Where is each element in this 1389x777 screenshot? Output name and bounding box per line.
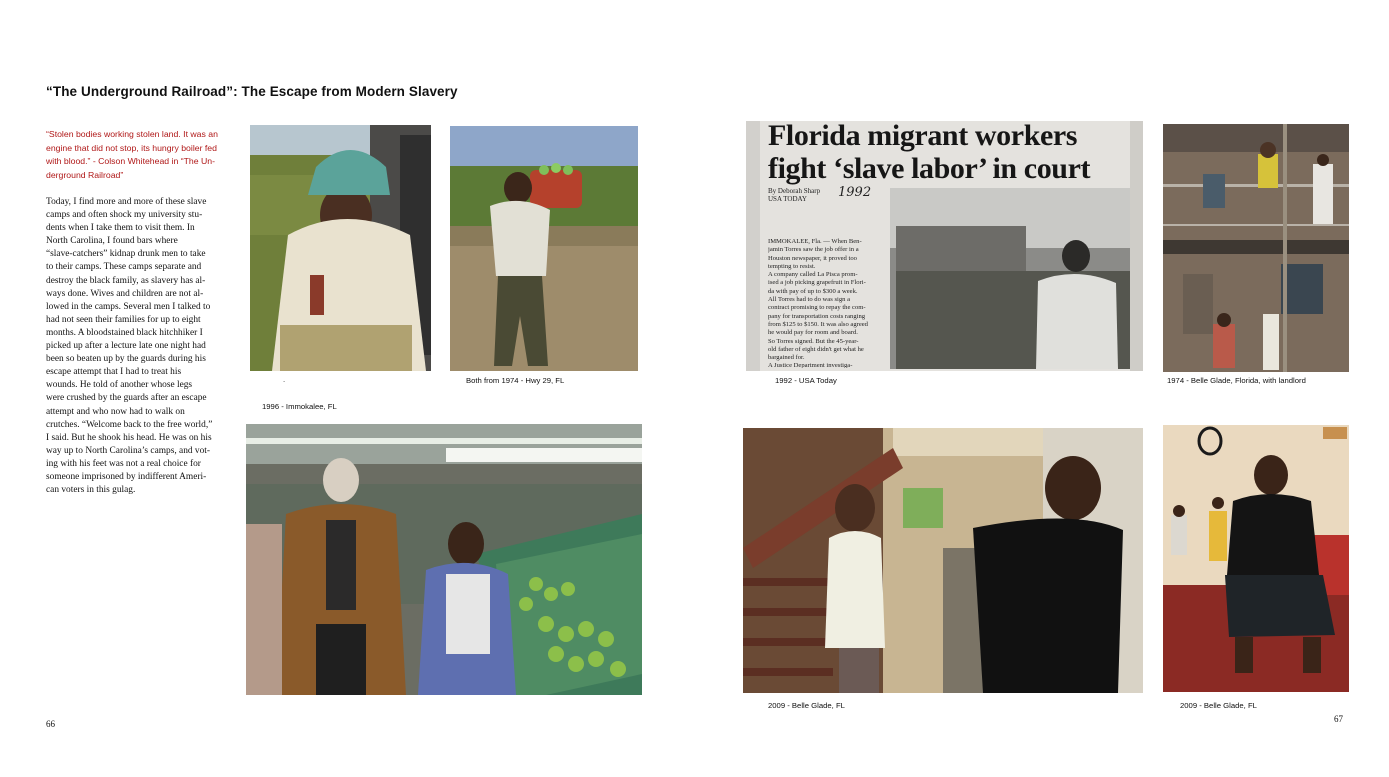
- photo-packing-house: [246, 424, 642, 695]
- caption-belle-glade-2009-b: 2009 - Belle Glade, FL: [1180, 701, 1257, 710]
- photo-newspaper-clipping: [746, 121, 1143, 371]
- page-number-left: 66: [46, 719, 55, 729]
- photo-man-basket: [450, 126, 638, 371]
- epigraph-quote: “Stolen bodies working stolen land. It was an engine that did not stop, its hungry boiler fed with blood.” - Colson Whitehead in “The Un- derground Railroad”: [46, 129, 218, 180]
- photo-room-seated-man: [1163, 425, 1349, 692]
- newspaper-article-text: IMMOKALEE, Fla. — When Ben- jamin Torres saw the job offer in a Houston newspaper, it proved too tempting to resist. A company called La Pisca prom- ised a job picking grapefruit in Flori- da with pay of up to $300 a week. All Torres had to do was sign a contract promising to repay the com- pany for transportation costs ranging from $125 to $150. It was also agreed he would pay for room and board. So Torres signed. But the 45-year- old father of eight didn't get what he bargained for. A Justice Department investiga-: [768, 238, 868, 368]
- page-number-right: 67: [1334, 714, 1343, 724]
- caption-immokalee: 1996 - Immokalee, FL: [262, 402, 337, 411]
- newspaper-byline: By Deborah Sharp USA TODAY: [768, 187, 821, 203]
- caption-belle-glade-2009-a: 2009 - Belle Glade, FL: [768, 701, 845, 710]
- photo-stairway-youths: [743, 428, 1143, 693]
- body-text: Today, I find more and more of these slave camps and often shock my university stu- dents when I take them to visit them. In North Carolina, I found bars where “slave-catchers” kidnap drunk men to take to their camps. These camps separate and destroy the black family, as slavery has al- ways done. Wives and children are not al- lowed in the camps. Several men I talked to had not seen their families for up to eight months. A bloodstained black hitchhiker I picked up after a lecture late one night had been so beaten up by the guards during his escape attempt that I had to treat his wounds. He told of another whose legs were crushed by the guards after an escape attempt and who now had to walk on crutches. “Welcome back to the free world,” I said. But he shook his head. He was on his way up to North Carolina’s camps, and vot- ing with his feet was not a real choice for someone imprisoned by indifferent Ameri- can voters in this gulag.: [46, 197, 213, 496]
- caption-hwy29: Both from 1974 - Hwy 29, FL: [466, 376, 565, 385]
- caption-belle-glade-1974: 1974 - Belle Glade, Florida, with landlord: [1167, 376, 1306, 385]
- newspaper-headline: Florida migrant workers fight ‘slave labor’ in court: [768, 121, 1091, 185]
- page-title: “The Underground Railroad”: The Escape from Modern Slavery: [46, 84, 458, 99]
- photo-balcony-landlord: [1163, 124, 1349, 372]
- newspaper-handwritten-year: 1992: [838, 185, 872, 200]
- photo-woman-field: [250, 125, 431, 371]
- caption-dot: .: [283, 375, 286, 384]
- caption-usa-today: 1992 - USA Today: [775, 376, 837, 385]
